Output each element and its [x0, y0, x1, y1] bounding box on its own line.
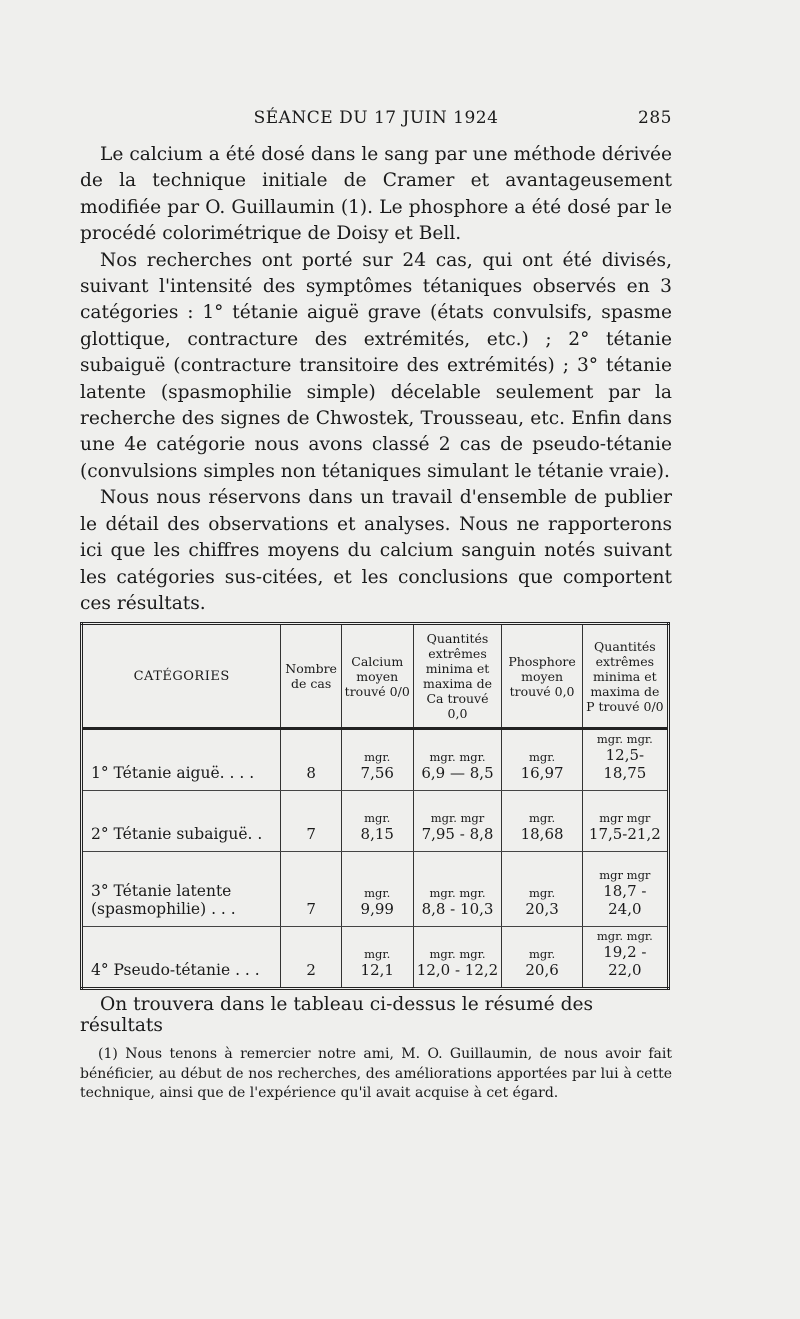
row-quant-p — [582, 852, 668, 927]
row-quant-p — [582, 729, 668, 791]
value: 12,5-18,75 — [603, 746, 647, 782]
value: 16,97 — [520, 764, 564, 782]
paragraph: Nos recherches ont porté sur 24 cas, qui ont été divisés, suivant l'intensité des symptômes tétaniques observés en 3 catégories : 1° tétanie aiguë grave (états convulsifs, spasme glottique, contracture des extrémités, etc.) ; 2° tétanie subaiguë (contracture transitoire des extrémités) ; 3° tétanie latente (spasmophilie simple) décelable seulement par la recherche des signes de Chwostek, Trousseau, etc. Enfin dans une 4e catégorie nous avons classé 2 cas de pseudo-tétanie (convulsions simples non tétaniques simulant le tétanie vraie). — [80, 249, 672, 482]
footnote — [80, 1045, 672, 1104]
value: 8,15 — [360, 825, 394, 843]
value: 17,5-21,2 — [588, 825, 661, 843]
footnote-text: (1) Nous tenons à remercier notre ami, M. O. Guillaumin, de nous avoir fait bénéficier, au début de nos recherches, des améliorations apportées par lui à cette technique, ainsi que de l'expérience qu'il avait acquise à cet égard. — [80, 1046, 672, 1101]
row-nombre: 7 — [281, 791, 342, 852]
row-category: 3° Tétanie latente (spasmophilie) . . . — [82, 852, 281, 927]
header-categories: CATÉGORIES — [82, 624, 281, 729]
header-title: SÉANCE DU 17 JUIN 1924 — [253, 108, 499, 128]
body-text — [80, 142, 672, 617]
results-table — [80, 622, 670, 990]
unit-label: mgr. — [364, 947, 391, 961]
unit-label: mgr. mgr. — [429, 886, 486, 900]
row-calcium — [341, 791, 413, 852]
row-quant-p — [582, 927, 668, 989]
unit-label: mgr. — [364, 750, 391, 764]
table-row — [82, 852, 669, 927]
table-row — [82, 927, 669, 989]
value: 19,2 - 22,0 — [603, 943, 647, 979]
row-phosphore — [502, 791, 582, 852]
row-quant-ca — [413, 729, 502, 791]
row-nombre: 8 — [281, 729, 342, 791]
unit-label: mgr mgr — [599, 868, 651, 882]
table-row — [82, 791, 669, 852]
row-calcium — [341, 729, 413, 791]
unit-label: mgr. — [364, 886, 391, 900]
value: 8,8 - 10,3 — [421, 900, 494, 918]
value: 20,6 — [525, 961, 559, 979]
value: 18,7 - 24,0 — [603, 882, 647, 918]
value: 12,1 — [360, 961, 394, 979]
after-table-text: On trouvera dans le tableau ci-dessus le résumé des résultats — [80, 994, 594, 1036]
row-calcium — [341, 852, 413, 927]
unit-label: mgr. — [529, 886, 556, 900]
header-phosphore: Phosphore moyen trouvé 0,0 — [502, 624, 582, 729]
value: 20,3 — [525, 900, 559, 918]
table-row — [82, 729, 669, 791]
value: 12,0 - 12,2 — [416, 961, 499, 979]
paragraph: Nous nous réservons dans un travail d'ensemble de publier le détail des observations et analyses. Nous ne rapporterons ici que les chiffres moyens du calcium sanguin notés suivant les catégories sus-citées, et les conclusions que comportent ces résultats. — [80, 487, 672, 614]
value: 7,95 - 8,8 — [421, 825, 494, 843]
table-header-row — [82, 624, 669, 729]
unit-label: mgr. — [529, 750, 556, 764]
header-quantites-ca: Quantités extrêmes minima et maxima de Ca trouvé 0,0 — [413, 624, 502, 729]
row-category: 2° Tétanie subaiguë. . — [82, 791, 281, 852]
row-calcium — [341, 927, 413, 989]
row-phosphore — [502, 729, 582, 791]
paragraph: Le calcium a été dosé dans le sang par une méthode dérivée de la technique initiale de Cramer et avantageusement modifiée par O. Guillaumin (1). Le phosphore a été dosé par le procédé colorimétrique de Doisy et Bell. — [80, 144, 672, 245]
header-nombre: Nombre de cas — [281, 624, 342, 729]
unit-label: mgr. mgr. — [429, 750, 486, 764]
row-quant-ca — [413, 927, 502, 989]
unit-label: mgr. mgr — [430, 811, 485, 825]
header-calcium: Calcium moyen trouvé 0/0 — [341, 624, 413, 729]
page-number: 285 — [638, 108, 672, 128]
row-category: 4° Pseudo-tétanie . . . — [82, 927, 281, 989]
value: 18,68 — [520, 825, 564, 843]
unit-label: mgr. — [529, 811, 556, 825]
row-phosphore — [502, 852, 582, 927]
running-header — [80, 108, 672, 132]
header-quantites-p: Quantités extrêmes minima et maxima de P trouvé 0/0 — [582, 624, 668, 729]
unit-label: mgr mgr — [599, 811, 651, 825]
value: 7,56 — [360, 764, 394, 782]
value: 6,9 — 8,5 — [421, 764, 494, 782]
value: 9,99 — [360, 900, 394, 918]
unit-label: mgr. mgr. — [596, 732, 653, 746]
row-quant-ca — [413, 791, 502, 852]
row-nombre: 7 — [281, 852, 342, 927]
row-phosphore — [502, 927, 582, 989]
row-category: 1° Tétanie aiguë. . . . — [82, 729, 281, 791]
unit-label: mgr. — [364, 811, 391, 825]
unit-label: mgr. mgr. — [596, 929, 653, 943]
row-nombre: 2 — [281, 927, 342, 989]
unit-label: mgr. — [529, 947, 556, 961]
row-quant-p — [582, 791, 668, 852]
row-quant-ca — [413, 852, 502, 927]
unit-label: mgr. mgr. — [429, 947, 486, 961]
